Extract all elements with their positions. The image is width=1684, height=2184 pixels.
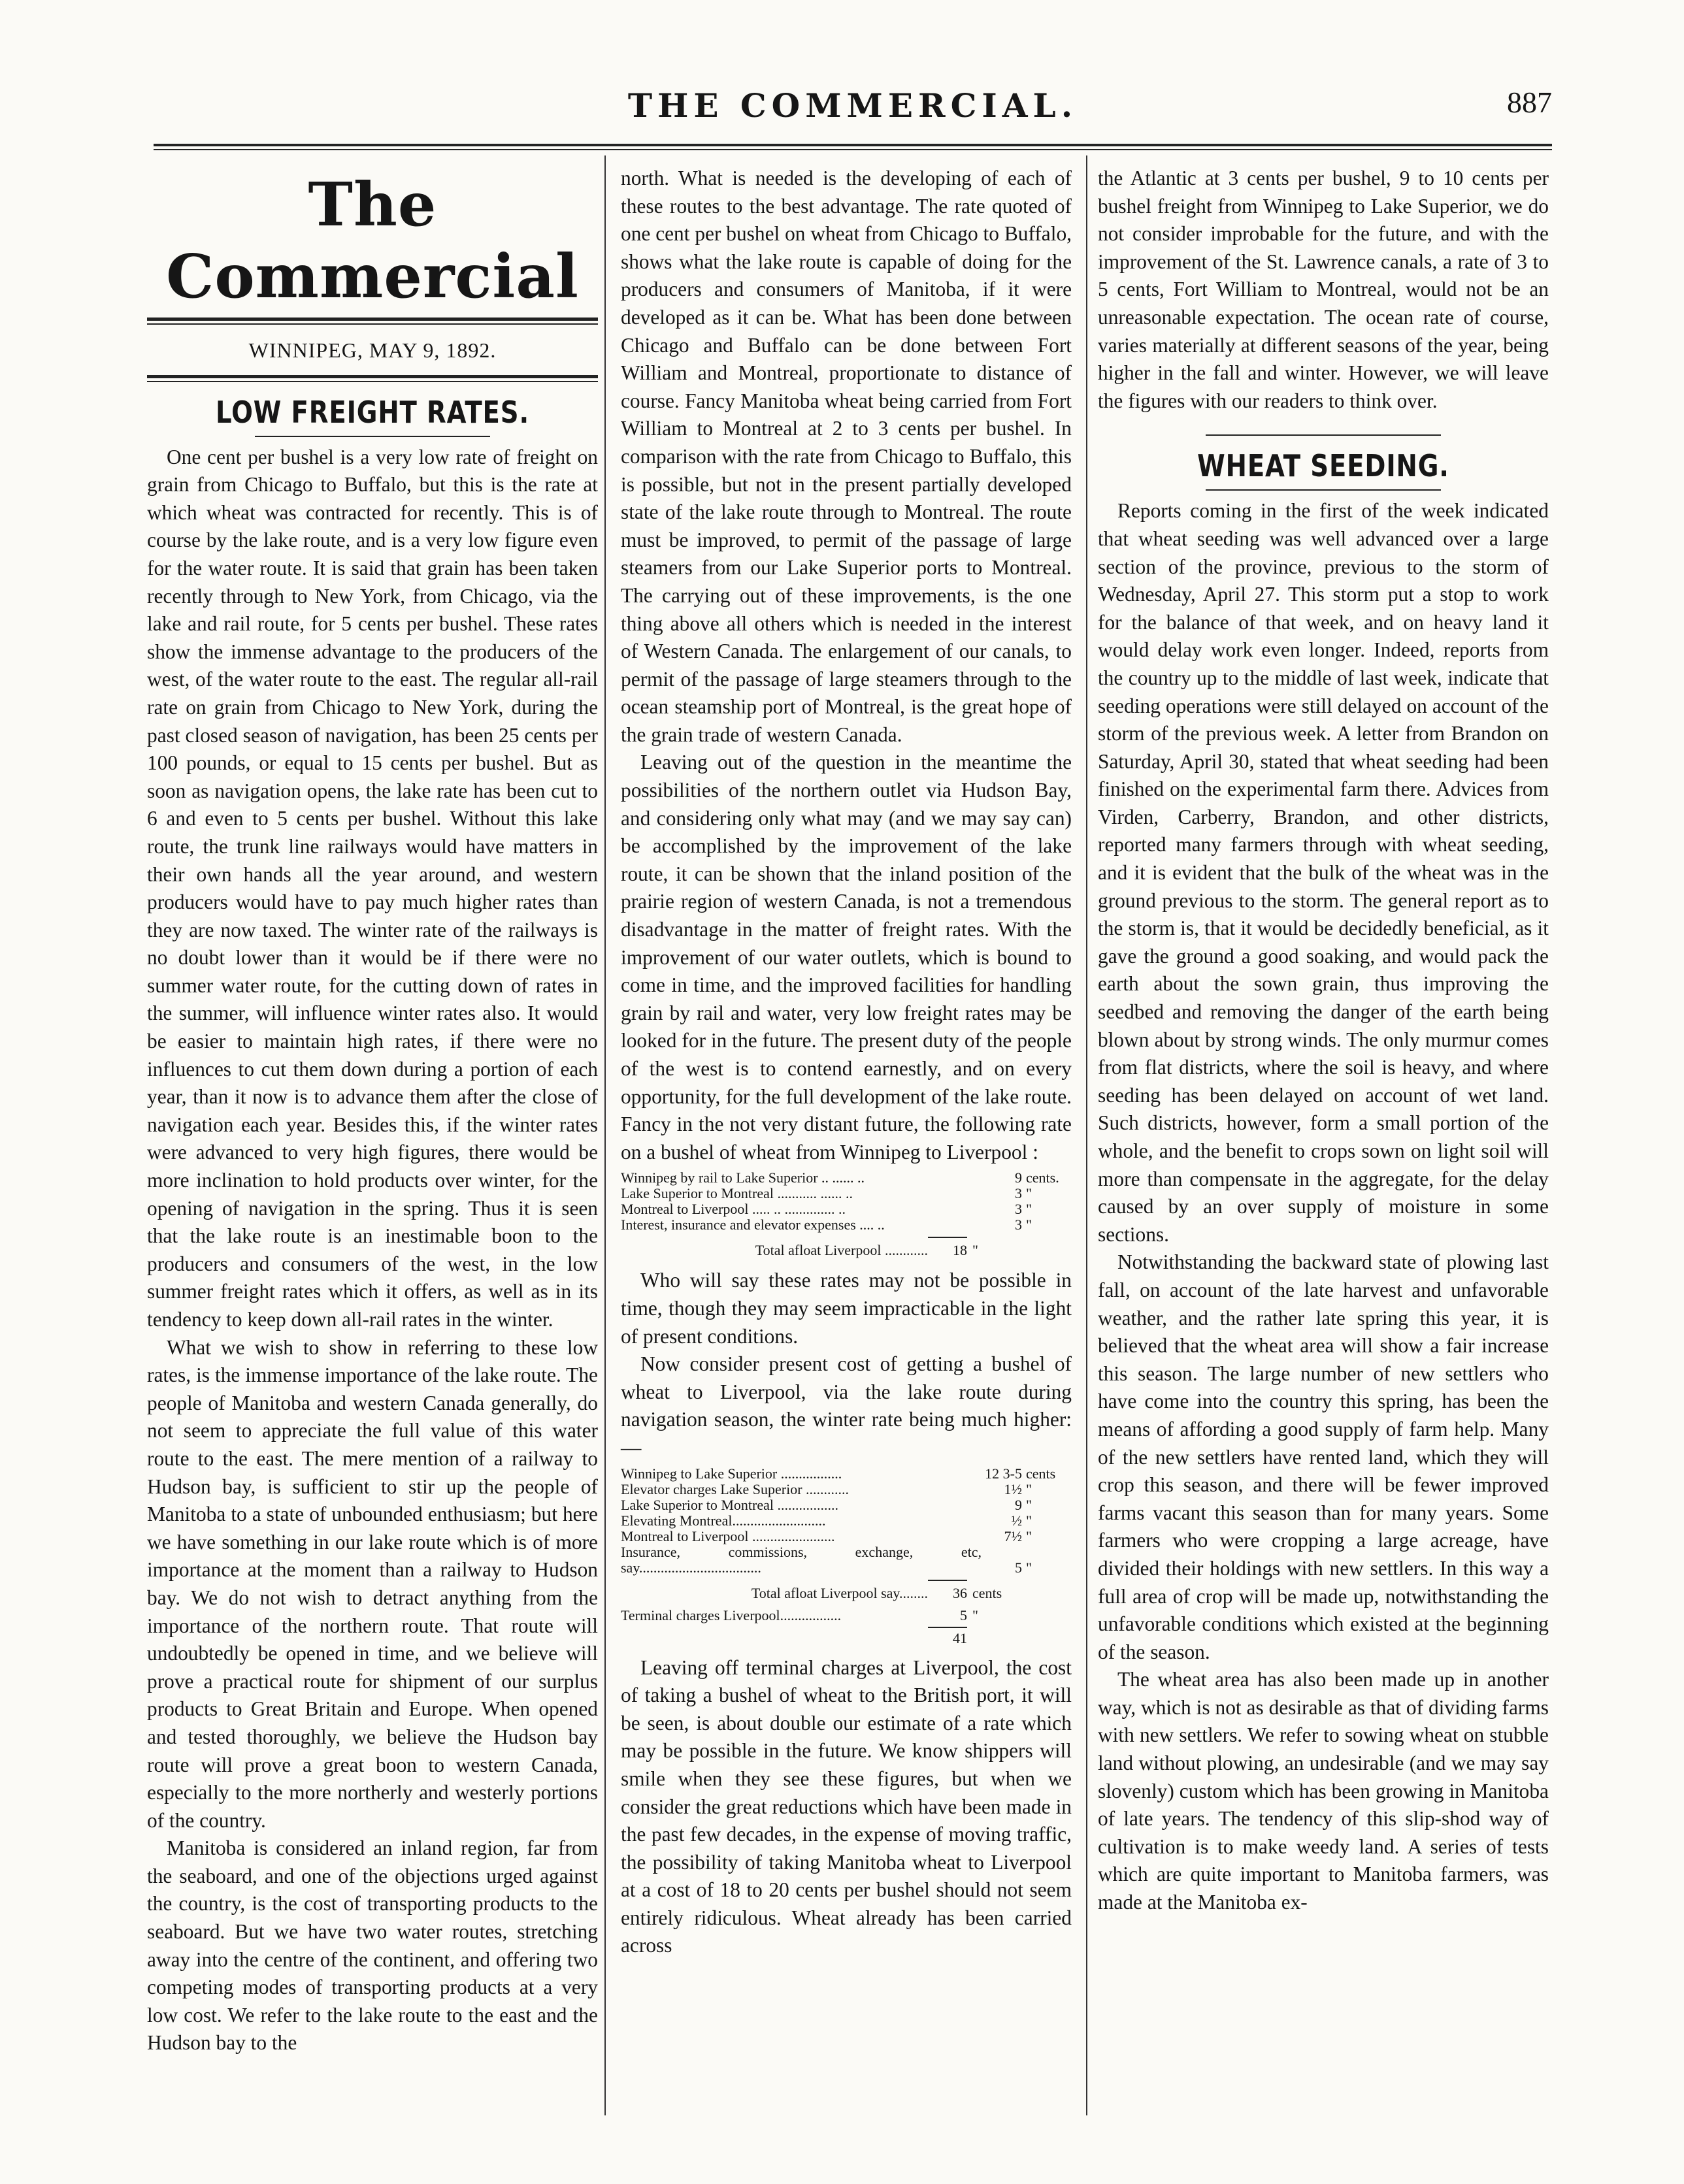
rate-unit: cents xyxy=(1026,1465,1056,1482)
article-paragraph: Who will say these rates may not be possible in time, though they may seem impracticable in the light of present conditions. xyxy=(621,1269,1072,1348)
rate-unit: " xyxy=(1026,1559,1032,1576)
table-row xyxy=(621,1466,1072,1482)
terminal-value: 5 xyxy=(960,1606,967,1623)
rate-value: 9 xyxy=(1015,1169,1022,1186)
column-divider xyxy=(1086,155,1087,2115)
header-rule-thin xyxy=(154,149,1552,150)
rate-value: 3 xyxy=(1015,1216,1022,1233)
rate-value: 1½ xyxy=(1004,1480,1022,1497)
masthead-rule xyxy=(147,323,598,325)
rate-value: 3 xyxy=(1015,1185,1022,1202)
headline-rule xyxy=(1206,489,1441,491)
total-value: 18 xyxy=(953,1242,967,1259)
running-title: THE COMMERCIAL. xyxy=(627,86,1078,125)
rate-item: Elevating Montreal.......................... xyxy=(621,1512,826,1529)
rate-item: Elevator charges Lake Superior ............ xyxy=(621,1480,850,1497)
headline-rule xyxy=(255,436,490,437)
table-row xyxy=(621,1482,1072,1497)
article-paragraph: north. What is needed is the developing of each of these routes to the best advantage. The rate quoted of one cent per bushel on wheat from Chicago to Buffalo, shows what the lake route is capable of doing for the producers and consumers of Manitoba, if it were developed as it can be. What has been done between Chicago and Buffalo can be done between Fort William and Montreal, proportionate to distance of course. Fancy Manitoba wheat being carried from Fort William to Montreal at 2 to 3 cents per bushel. In comparison with the rate from Chicago to Buffalo, this is possible, but not in the present partially developed state of the lake route through to Montreal. The route must be improved, to permit of the passage of large steamers from our Lake Superior ports to Montreal. The carrying out of these improvements, is the one thing above all others which is needed in the interest of Western Canada. The enlargement of our canals, to permit of the passage of large steamers through to the ocean steamship port of Montreal, is the great hope of the grain trade of western Canada. xyxy=(621,167,1072,746)
dateline-rule xyxy=(147,375,598,378)
article-paragraph: The wheat area has also been made up in another way, which is not as desirable as that of dividing farms with new settlers. We refer to sowing wheat on stubble land without plowing, an undesirable (and we may say slovenly) custom which has been growing in Manitoba of late years. The tendency of this slip-shod way of cultivation is to make weedy land. A series of tests which are quite important to Manitoba farmers, was made at the Manitoba ex- xyxy=(1098,1668,1549,1914)
article-headline: LOW FREIGHT RATES. xyxy=(215,394,529,430)
rate-item: Montreal to Liverpool ....................... xyxy=(621,1527,835,1544)
table-row xyxy=(621,1544,1072,1576)
article-paragraph: Now consider present cost of getting a bushel of wheat to Liverpool, via the lake route during navigation season, the winter rate being much higher:— xyxy=(621,1352,1072,1459)
rate-value: 3 xyxy=(1015,1201,1022,1218)
rate-unit: cents. xyxy=(1026,1169,1059,1186)
rate-unit: " xyxy=(1026,1480,1032,1497)
rate-table-future xyxy=(621,1170,1072,1233)
rate-value: 12 3-5 xyxy=(985,1465,1022,1482)
terminal-row xyxy=(621,1606,1072,1625)
rate-unit: " xyxy=(1026,1201,1032,1218)
rate-value: ½ xyxy=(1011,1512,1022,1529)
rate-item: Insurance, commissions, exchange, etc, say.................................. xyxy=(621,1543,982,1576)
table-row xyxy=(621,1170,1072,1186)
page-header xyxy=(154,85,1552,137)
rate-item: Montreal to Liverpool ..... .. .............. .. xyxy=(621,1201,846,1218)
header-rule xyxy=(154,144,1552,146)
column-3 xyxy=(1098,165,1549,1917)
rate-unit: " xyxy=(1026,1512,1032,1529)
page-number: 887 xyxy=(1507,86,1552,119)
rate-unit: " xyxy=(1026,1185,1032,1202)
dateline: WINNIPEG, MAY 9, 1892. xyxy=(248,338,497,362)
table-row xyxy=(621,1497,1072,1513)
table-row xyxy=(621,1529,1072,1544)
table-row xyxy=(621,1186,1072,1201)
total-label: Total afloat Liverpool ............ xyxy=(755,1242,928,1259)
sum-rule xyxy=(928,1237,967,1238)
rate-table-present xyxy=(621,1466,1072,1576)
article-paragraph: Reports coming in the first of the week indicated that wheat seeding was well advanced over a large section of the province, previous to the storm of Wednesday, April 27. This storm put a stop to work for the balance of that week, and on heavy land it would delay work even longer. Indeed, reports from the country up to the middle of last week, indicate that seeding operations were still delayed on account of the storm of the previous week. A letter from Brandon on Saturday, April 30, stated that wheat seeding had been finished on the experimental farm there. Advices from Virden, Carberry, Brandon, and other districts, reported many farmers through with wheat seeding, and it is evident that the bulk of the wheat was in the ground previous to the storm. The general report as to the storm is, that it would be decidedly beneficial, as it gave the ground a good soaking, and would pack the earth about the sown grain, thus improving the seedbed and removing the danger of the earth being blown about by strong winds. The only murmur comes from flat districts, where the soil is heavy, and where seeding has been delayed on account of wet land. Such districts, however, form a small portion of the whole, and the benefit to crops sown on light soil will more than compensate in the aggregate, for the delay caused by an over supply of moisture in some sections. xyxy=(1098,499,1549,1246)
rate-item: Winnipeg by rail to Lake Superior .. ...... .. xyxy=(621,1169,865,1186)
rate-unit: " xyxy=(1026,1216,1032,1233)
terminal-unit: " xyxy=(972,1606,978,1623)
total-row xyxy=(621,1584,1072,1603)
article-paragraph: Leaving off terminal charges at Liverpool, the cost of taking a bushel of wheat to the British port, it will be seen, is about double our estimate of a rate which may be possible in the future. We know shippers will smile when they see these figures, but when we consider the great reductions which have been made in the past few decades, in the expense of moving traffic, the possibility of taking Manitoba wheat to Liverpool at a cost of 18 to 20 cents per bushel should not seem entirely ridiculous. Wheat already has been carried across xyxy=(621,1655,1072,1957)
total-row xyxy=(621,1241,1072,1260)
sum-rule xyxy=(928,1580,967,1581)
total-value: 36 xyxy=(953,1584,967,1601)
article-paragraph: the Atlantic at 3 cents per bushel, 9 to 10 cents per bushel freight from Winnipeg to Lake Superior, we do not consider improbable for the future, and with the improvement of the St. Lawrence canals, a rate of 3 to 5 cents, Fort William to Montreal, would not be an unreasonable expectation. The ocean rate of course, varies materially at different seasons of the year, being higher in the fall and winter. However, we will leave the figures with our readers to think over. xyxy=(1098,167,1549,412)
column-divider xyxy=(604,155,606,2115)
article-paragraph: Leaving out of the question in the meantime the possibilities of the northern outlet via Hudson Bay, and considering only what may (and we may say can) be accomplished by the improvement of the lake route, it can be shown that the inland position of the prairie region of western Canada, is not a tremendous disadvantage in the matter of freight rates. With the improvement of our water outlets, which is bound to come in time, and the improved facilities for handling grain by rail and water, very low freight rates may be looked for in the future. The present duty of the people of the west is to contend earnestly, and on every opportunity, for the full development of the lake route. Fancy in the not very distant future, the following rate on a bushel of wheat from Winnipeg to Liverpool : xyxy=(621,751,1072,1164)
column-2 xyxy=(621,165,1072,1960)
masthead-title: The Commercial xyxy=(166,169,579,312)
rate-unit: " xyxy=(1026,1527,1032,1544)
table-row xyxy=(621,1201,1072,1217)
section-rule xyxy=(1206,434,1441,436)
article-headline: WHEAT SEEDING. xyxy=(1197,448,1449,484)
rate-item: Lake Superior to Montreal ........... ...... .. xyxy=(621,1185,853,1202)
grand-total: 41 xyxy=(953,1629,967,1646)
rate-item: Winnipeg to Lake Superior ................. xyxy=(621,1465,842,1482)
total-unit: " xyxy=(972,1242,978,1259)
article-paragraph: Manitoba is considered an inland region, far from the seaboard, and one of the objections urged against the country, is the cost of transporting products to the seaboard. But we have two water routes, stretching away into the centre of the continent, and offering two competing modes of transporting products at a very low cost. We refer to the lake route to the east and the Hudson bay to the xyxy=(147,1836,598,2055)
rate-item: Interest, insurance and elevator expenses .... .. xyxy=(621,1216,885,1233)
rate-item: Lake Superior to Montreal ................. xyxy=(621,1496,838,1513)
table-row xyxy=(621,1513,1072,1529)
article-paragraph: What we wish to show in referring to these low rates, is the immense importance of the lake route. The people of Manitoba and western Canada generally, do not seem to appreciate the full value of this water route to the east. The mere mention of a railway to Hudson bay, is sufficient to stir up the people of Manitoba to a state of unbounded enthusiasm; but here we have something in our lake route which is of more importance at the moment than a railway to Hudson bay. We do not wish to detract anything from the importance of the northern route. That route will undoubtedly be opened in time, and we believe will prove a practical route for shipment of our surplus products to Great Britain and Europe. When opened and tested thoroughly, we believe the Hudson bay route will prove a great boon to western Canada, especially to the more northerly and westerly portions of the country. xyxy=(147,1335,598,1832)
rate-value: 9 xyxy=(1015,1496,1022,1513)
sum-rule xyxy=(928,1627,967,1628)
table-row xyxy=(621,1217,1072,1233)
masthead-rule xyxy=(147,318,598,321)
terminal-label: Terminal charges Liverpool................. xyxy=(621,1606,842,1623)
total-label: Total afloat Liverpool say........ xyxy=(751,1584,928,1601)
rate-unit: " xyxy=(1026,1496,1032,1513)
rate-value: 7½ xyxy=(1004,1527,1022,1544)
column-1 xyxy=(147,165,598,2057)
dateline-rule xyxy=(147,381,598,382)
article-paragraph: One cent per bushel is a very low rate of freight on grain from Chicago to Buffalo, but this is the rate at which wheat was contracted for recently. This is of course by the lake route, and is a very low figure even for the water route. It is said that grain has been taken recently through to New York, from Chicago, via the lake and rail route, for 5 cents per bushel. These rates show the immense advantage to the producers of the west, of the water route to the east. The regular all-rail rate on grain from Chicago to New York, during the past closed season of navigation, has been 25 cents per 100 pounds, or equal to 15 cents per bushel. But as soon as navigation opens, the lake rate has been cut to 6 and even to 5 cents per bushel. Without this lake route, the trunk line railways would have matters in their own hands all the year around, and western producers would have to pay much higher rates than they are now taxed. The winter rate of the railways is no doubt lower than it would be if there were no summer water route, for the cutting down of rates in the summer, will influence winter rates also. It would be easier to maintain high rates, if there were no influences to cut them down during a portion of each year, than it now is to advance them after the close of navigation each year. Besides this, if the winter rates were advanced to very high figures, there would be more inclination to hold products over winter, for the opening of navigation in the spring. Thus it is seen that the lake route is an inestimable boon to the producers and consumers of the west, in the low summer freight rates which it offers, as well as in its tendency to keep down all-rail rates in the winter. xyxy=(147,445,598,1331)
article-paragraph: Notwithstanding the backward state of plowing last fall, on account of the late harvest and unfavorable weather, and the rather late spring this year, it is believed that the wheat area will show a fair increase this season. The large number of new settlers who have come into the country this spring, has been the means of affording a good supply of farm help. Many of the new settlers have rented land, which they will crop this season, and there will be fewer improved farms vacant this season than for many years. Some farmers who were cropping a large acreage, have divided their holdings with new settlers. In this way a full area of crop will be made up, notwithstanding the unfavorable conditions which existed at the beginning of the season. xyxy=(1098,1250,1549,1663)
rate-value: 5 xyxy=(1015,1559,1022,1576)
total-unit: cents xyxy=(972,1584,1002,1601)
